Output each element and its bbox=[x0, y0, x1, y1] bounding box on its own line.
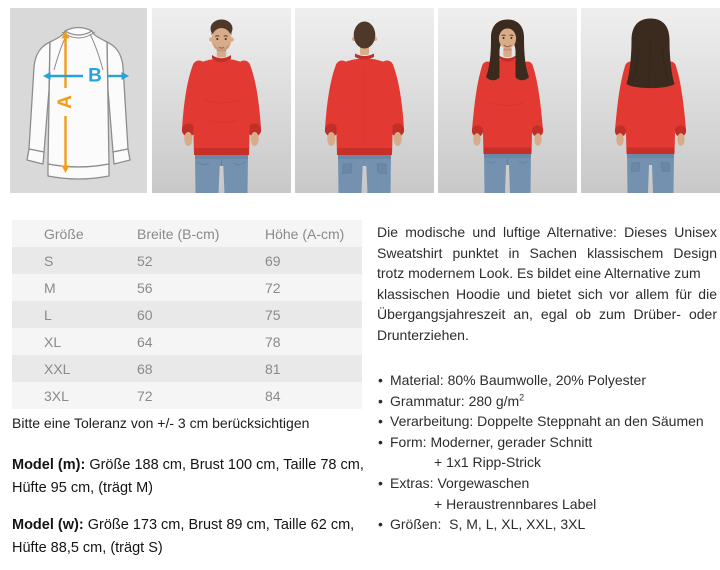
description-paragraph-1: Die modische und luftige Alternative: Dieses Unisex Sweatshirt punktet in Sachen klassischem Design trotz modernem Look. Es bildet eine Alternative zum bbox=[377, 224, 717, 281]
model-w-label: Model (w): bbox=[12, 517, 84, 533]
photo-man-front bbox=[152, 8, 291, 193]
dimension-b-label: B bbox=[88, 65, 102, 87]
model-m-text: Größe 188 cm, Brust 100 cm, Taille 78 cm, Hüfte 95 cm, (trägt M) bbox=[12, 457, 364, 496]
head bbox=[627, 19, 675, 89]
width-value: 72 bbox=[137, 387, 153, 404]
feature-groessen bbox=[377, 514, 717, 535]
column-header-hoehe: Höhe (A-cm) bbox=[265, 225, 345, 242]
photo-woman-back bbox=[581, 8, 720, 193]
model-w-info bbox=[12, 514, 364, 560]
size-label: L bbox=[44, 306, 52, 323]
height-value: 75 bbox=[265, 306, 281, 323]
table-row bbox=[12, 301, 362, 328]
size-label: S bbox=[44, 252, 54, 269]
superscript-2: 2 bbox=[519, 391, 525, 402]
feature-text: Form: Moderner, gerader Schnitt bbox=[390, 433, 593, 450]
table-row bbox=[12, 355, 362, 382]
feature-text: Größen: S, M, L, XL, XXL, 3XL bbox=[390, 516, 586, 533]
feature-extras bbox=[377, 473, 717, 514]
table-row bbox=[12, 274, 362, 301]
height-value: 81 bbox=[265, 360, 281, 377]
sweatshirt-measure-diagram bbox=[10, 8, 147, 193]
size-label: XL bbox=[44, 333, 62, 350]
feature-text: Verarbeitung: Doppelte Steppnaht an den Säumen bbox=[390, 413, 704, 430]
feature-form-sub: + 1x1 Ripp-Strick bbox=[434, 454, 541, 471]
model-m-label: Model (m): bbox=[12, 457, 86, 473]
photo-man-back bbox=[295, 8, 434, 193]
feature-list bbox=[377, 370, 717, 535]
height-value: 84 bbox=[265, 387, 281, 404]
sweatshirt bbox=[325, 54, 404, 156]
feature-form bbox=[377, 432, 717, 473]
woman-back-photo bbox=[581, 8, 720, 193]
height-value: 78 bbox=[265, 333, 281, 350]
dimension-a-label: A bbox=[55, 95, 76, 109]
column-header-breite: Breite (B-cm) bbox=[137, 225, 220, 242]
table-row bbox=[12, 328, 362, 355]
feature-text: Material: 80% Baumwolle, 20% Polyester bbox=[390, 372, 647, 388]
table-row bbox=[12, 247, 362, 274]
description-paragraph-2: klassischen Hoodie und bietet sich vor allem für die Übergangsjahreszeit an, egal ob zum Drüber- oder Drunterziehen. bbox=[377, 285, 717, 343]
table-header-row bbox=[12, 220, 362, 247]
man-back-photo bbox=[295, 8, 434, 193]
model-m-info bbox=[12, 454, 364, 500]
feature-text: Grammatur: 280 g/m bbox=[390, 392, 520, 409]
width-value: 68 bbox=[137, 360, 153, 377]
height-value: 69 bbox=[265, 252, 281, 269]
size-label: 3XL bbox=[44, 387, 69, 404]
width-value: 52 bbox=[137, 252, 153, 269]
feature-grammatur bbox=[377, 391, 717, 412]
width-value: 64 bbox=[137, 333, 153, 350]
feature-extras-sub: + Heraustrennbares Label bbox=[434, 495, 597, 512]
product-image-gallery bbox=[0, 0, 720, 200]
size-chart-table bbox=[12, 220, 362, 409]
description-column bbox=[377, 222, 717, 535]
size-diagram-image bbox=[10, 8, 147, 193]
feature-verarbeitung bbox=[377, 411, 717, 432]
feature-material bbox=[377, 370, 717, 391]
sweatshirt-outline bbox=[27, 28, 130, 180]
column-header-groesse: Größe bbox=[44, 225, 84, 242]
model-w-text: Größe 173 cm, Brust 89 cm, Taille 62 cm, Hüfte 88,5 cm, (trägt S) bbox=[12, 517, 355, 556]
width-value: 56 bbox=[137, 279, 153, 296]
tolerance-note: Bitte eine Toleranz von +/- 3 cm berücksichtigen bbox=[12, 415, 310, 431]
table-row bbox=[12, 382, 362, 409]
size-label: XXL bbox=[44, 360, 71, 377]
width-value: 60 bbox=[137, 306, 153, 323]
height-value: 72 bbox=[265, 279, 281, 296]
size-info-column bbox=[12, 220, 364, 560]
sweatshirt bbox=[182, 55, 261, 155]
woman-front-photo bbox=[438, 8, 577, 193]
photo-woman-front bbox=[438, 8, 577, 193]
feature-text: Extras: Vorgewaschen bbox=[390, 474, 530, 491]
size-label: M bbox=[44, 279, 56, 296]
man-front-photo bbox=[152, 8, 291, 193]
